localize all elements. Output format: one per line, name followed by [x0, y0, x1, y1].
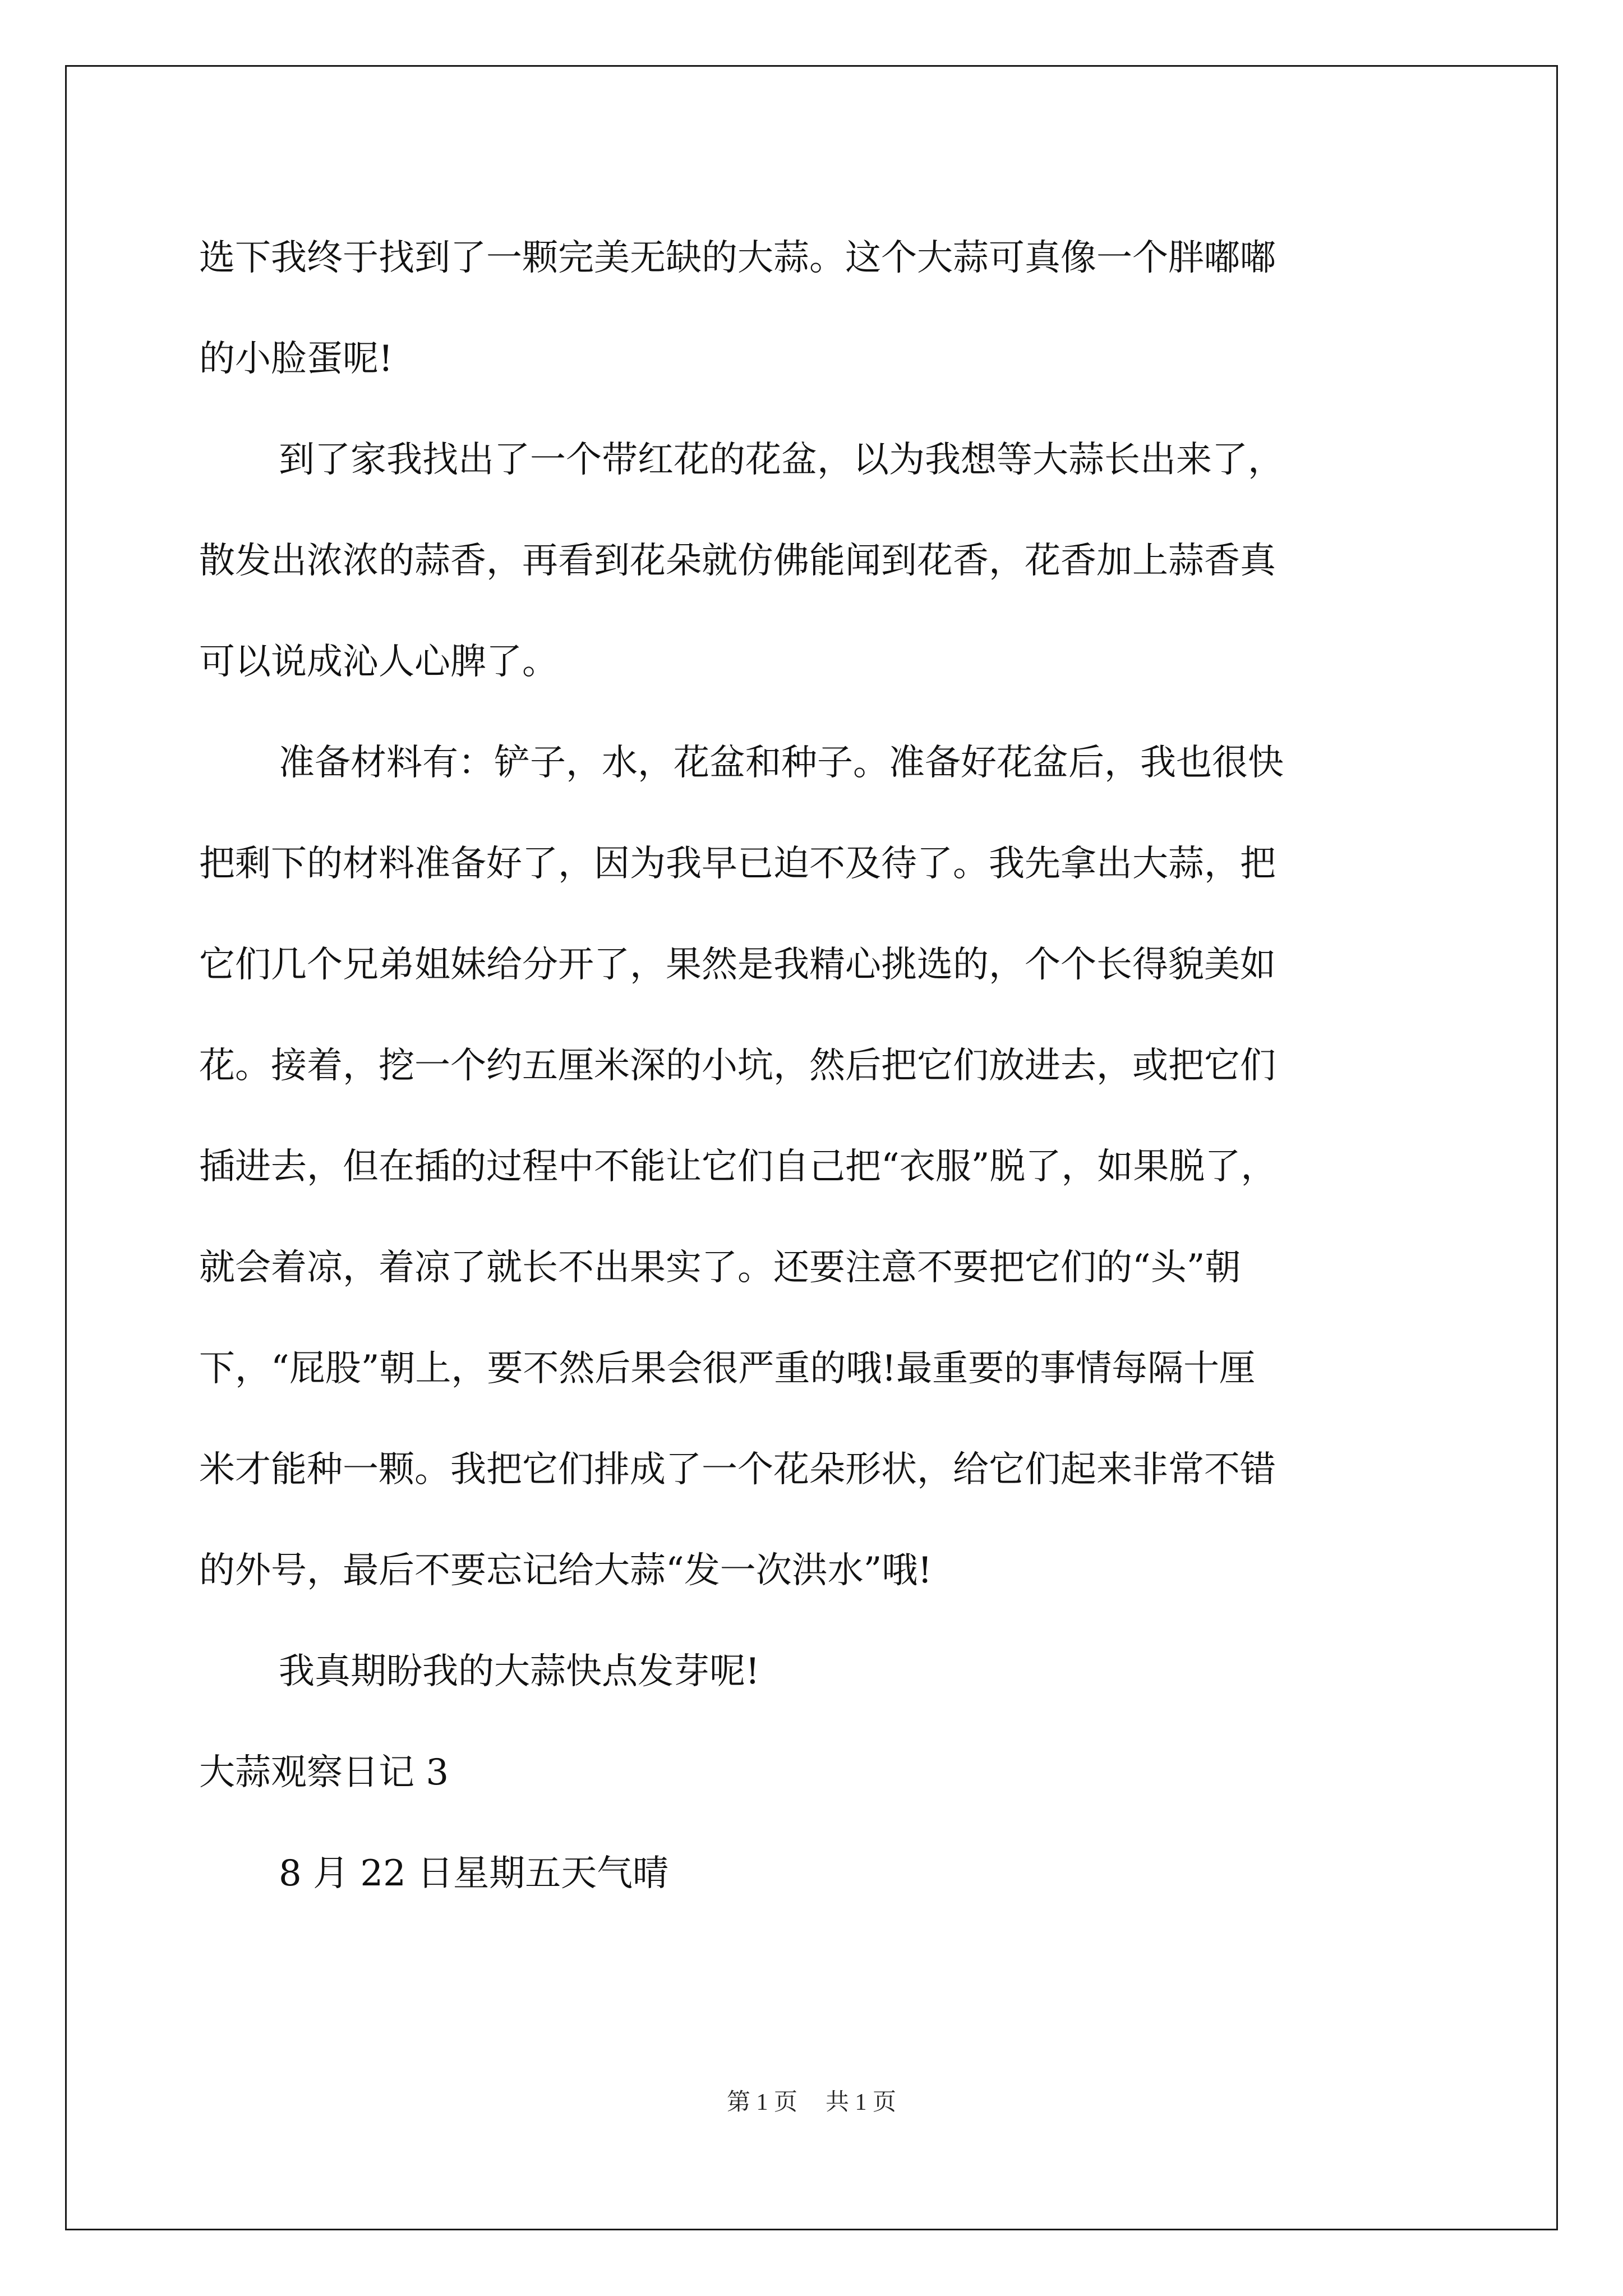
text-line: 花。接着，挖一个约五厘米深的小坑，然后把它们放进去，或把它们: [199, 1045, 1276, 1087]
text-line: 可以说成沁人心脾了。: [199, 641, 558, 683]
page-total: 共 1 页: [826, 2090, 897, 2115]
text-line: 插进去，但在插的过程中不能让它们自己把“衣服”脱了，如果脱了，: [199, 1146, 1277, 1188]
text-line: 到了家我找出了一个带红花的花盆，以为我想等大蒜长出来了，: [279, 439, 1284, 481]
page-number: 第 1 页: [726, 2090, 797, 2115]
text-line: 的小脸蛋呢!: [199, 338, 393, 380]
text-line: 它们几个兄弟姐妹给分开了，果然是我精心挑选的，个个长得貌美如: [199, 944, 1276, 986]
text-line: 下，“屁股”朝上，要不然后果会很严重的哦!最重要的事情每隔十厘: [199, 1348, 1256, 1389]
text-line: 选下我终于找到了一颗完美无缺的大蒜。这个大蒜可真像一个胖嘟嘟: [199, 237, 1276, 279]
text-line: 准备材料有：铲子，水，花盆和种子。准备好花盆后，我也很快: [279, 742, 1284, 784]
document-body: [199, 208, 1427, 1924]
text-line: 就会着凉，着凉了就长不出果实了。还要注意不要把它们的“头”朝: [199, 1247, 1241, 1289]
section-heading: 大蒜观察日记 3: [199, 1752, 449, 1793]
date-line: 8 月 22 日星期五天气晴: [279, 1853, 669, 1894]
text-line: 把剩下的材料准备好了，因为我早已迫不及待了。我先拿出大蒜，把: [199, 843, 1276, 885]
text-line: 的外号，最后不要忘记给大蒜“发一次洪水”哦!: [199, 1550, 933, 1591]
text-line: 我真期盼我的大蒜快点发芽呢!: [279, 1651, 760, 1692]
page-footer: [0, 2083, 1623, 2117]
text-line: 米才能种一颗。我把它们排成了一个花朵形状，给它们起来非常不错: [199, 1449, 1276, 1490]
text-line: 散发出浓浓的蒜香，再看到花朵就仿佛能闻到花香，花香加上蒜香真: [199, 540, 1276, 582]
